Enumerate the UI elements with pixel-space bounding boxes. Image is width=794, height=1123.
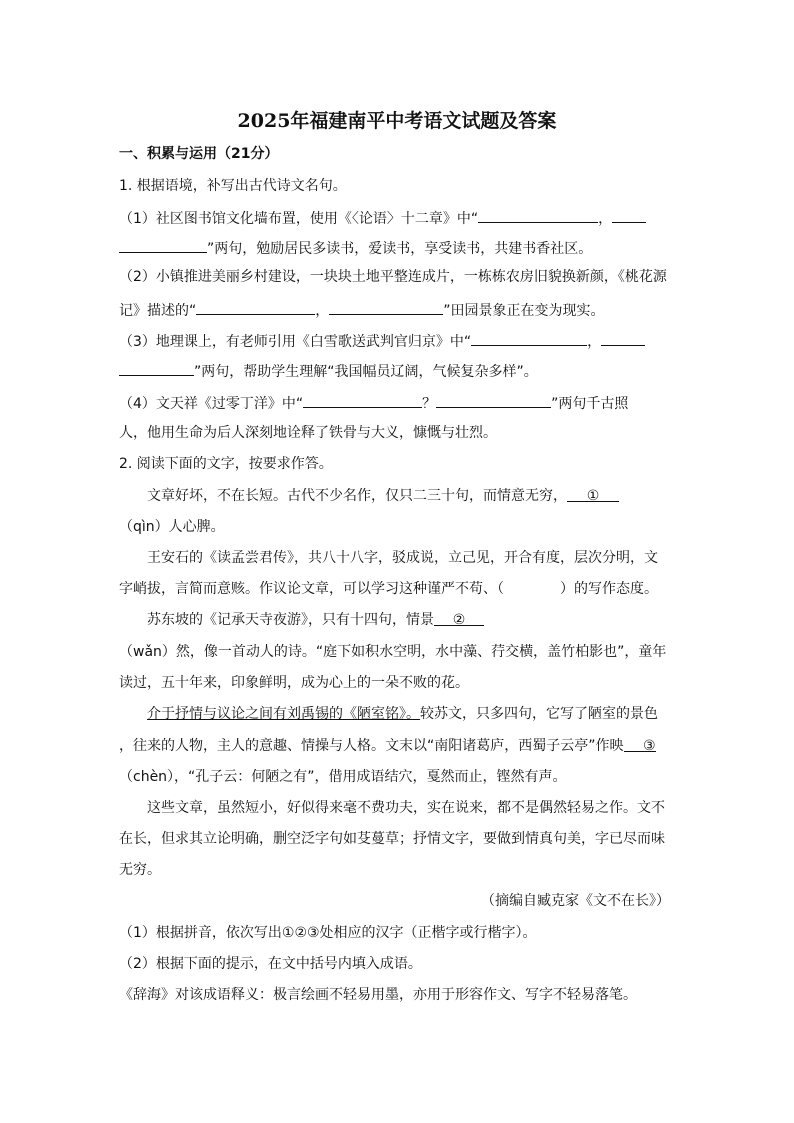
q1-item-2-cont [119, 299, 605, 321]
passage-p1 [147, 486, 619, 506]
q1-item-3 [119, 330, 645, 352]
passage-source: （摘编自臧克家《文不在长》） [481, 893, 670, 909]
text: ， [598, 211, 613, 227]
text: 文章好坏，不在长短。古代不少名作，仅只二三十句，而情意无穷， [147, 488, 567, 504]
text: ， [315, 303, 330, 319]
passage-p5-cont2: 无穷。 [119, 862, 161, 878]
question-2-prompt: 2. 阅读下面的文字，按要求作答。 [119, 456, 333, 472]
text: （4）文天祥《过零丁洋》中“ [119, 396, 304, 412]
q1-item-1 [119, 207, 646, 229]
passage-p1-cont: （qìn）人心脾。 [119, 519, 225, 535]
answer-blank[interactable] [601, 330, 645, 346]
page-title: 2025年福建南平中考语文试题及答案 [237, 110, 557, 132]
answer-blank[interactable] [436, 392, 551, 408]
section-heading: 一、积累与运用（21分） [119, 146, 279, 162]
text: （3）地理课上，有老师引用《白雪歌送武判官归京》中“ [119, 334, 472, 350]
text: 苏东坡的《记承天寺夜游》，只有十四句，情景 [147, 612, 434, 628]
answer-blank-2[interactable]: ② [434, 610, 484, 626]
answer-blank[interactable] [119, 360, 194, 376]
passage-p4-cont [119, 736, 656, 756]
text: ”两句，勉励居民多读书，爱读书，享受读书，共建书香社区。 [207, 241, 593, 257]
text: 较苏文，只多四句，它写了陋室的景色 [420, 706, 658, 722]
text: ”两句，帮助学生理解“我国幅员辽阔，气候复杂多样”。 [194, 364, 538, 380]
subquestion-1: （1）根据拼音，依次写出①②③处相应的汉字（正楷字或行楷字）。 [119, 925, 537, 941]
passage-p4-cont2: （chèn），“孔子云：何陋之有”，借用成语结穴，戛然而止，铿然有声。 [119, 769, 567, 785]
text: ，往来的人物，主人的意趣、情操与人格。文末以“南阳诸葛庐，西蜀子云亭”作映 [119, 738, 624, 754]
answer-blank[interactable] [612, 207, 646, 223]
answer-blank[interactable] [471, 330, 587, 346]
passage-p2: 王安石的《读孟尝君传》，共八十八字，驳成说，立己见，开合有度，层次分明，文 [147, 550, 658, 566]
passage-p5: 这些文章，虽然短小，好似得来毫不费功夫，实在说来，都不是偶然轻易之作。文不 [147, 800, 665, 816]
passage-p5-cont: 在长，但求其立论明确，删空泛字句如芟蔓草；抒情文字，要做到情真句美，字已尽而味 [119, 831, 665, 847]
question-1-prompt: 1. 根据语境，补写出古代诗文名句。 [119, 178, 347, 194]
subquestion-2: （2）根据下面的提示，在文中括号内填入成语。 [119, 956, 422, 972]
passage-p4 [147, 704, 658, 724]
answer-blank-3[interactable]: ③ [624, 736, 656, 752]
passage-p3-cont2: 读过，五十年来，印象鲜明，成为心上的一朵不败的花。 [119, 675, 469, 691]
idiom-hint: 《辞海》对该成语释义：极言绘画不轻易用墨，亦用于形容作文、写字不轻易落笔。 [119, 987, 637, 1003]
q1-item-3-cont [119, 360, 538, 382]
text: （1）社区图书馆文化墙布置，使用《〈论语〉十二章》中“ [119, 211, 479, 227]
text: ”田园景象正在变为现实。 [443, 303, 605, 319]
answer-blank-1[interactable]: ① [567, 486, 619, 502]
text: ？ [422, 396, 437, 412]
text: 字峭拔，言简而意赅。作议论文章，可以学习这种谨严不苟、（ [119, 581, 504, 597]
answer-blank[interactable] [303, 392, 422, 408]
text: ）的写作态度。 [560, 581, 658, 597]
answer-blank[interactable] [478, 207, 598, 223]
q1-item-4-cont: 人，他用生命为后人深刻地诠释了铁骨与大义，慷慨与壮烈。 [119, 425, 497, 441]
q1-item-4 [119, 392, 628, 414]
answer-blank[interactable] [119, 237, 207, 253]
passage-p3 [147, 610, 484, 630]
answer-blank[interactable] [196, 299, 315, 315]
underlined-sentence: 介于抒情与议论之间有刘禹锡的《陋室铭》。 [147, 706, 420, 722]
passage-p3-cont: （wǎn）然，像一首动人的诗。“庭下如积水空明，水中藻、荇交横，盖竹柏影也”，童年 [119, 644, 667, 660]
text: ”两句千古照 [551, 396, 629, 412]
text: 记》描述的“ [119, 303, 197, 319]
text: ， [587, 334, 602, 350]
q1-item-1-cont [119, 237, 592, 259]
q1-item-2: （2）小镇推进美丽乡村建设，一块块土地平整连成片，一栋栋农房旧貌换新颜，《桃花源 [119, 269, 667, 285]
passage-p2-cont [119, 579, 658, 599]
answer-blank[interactable] [329, 299, 443, 315]
